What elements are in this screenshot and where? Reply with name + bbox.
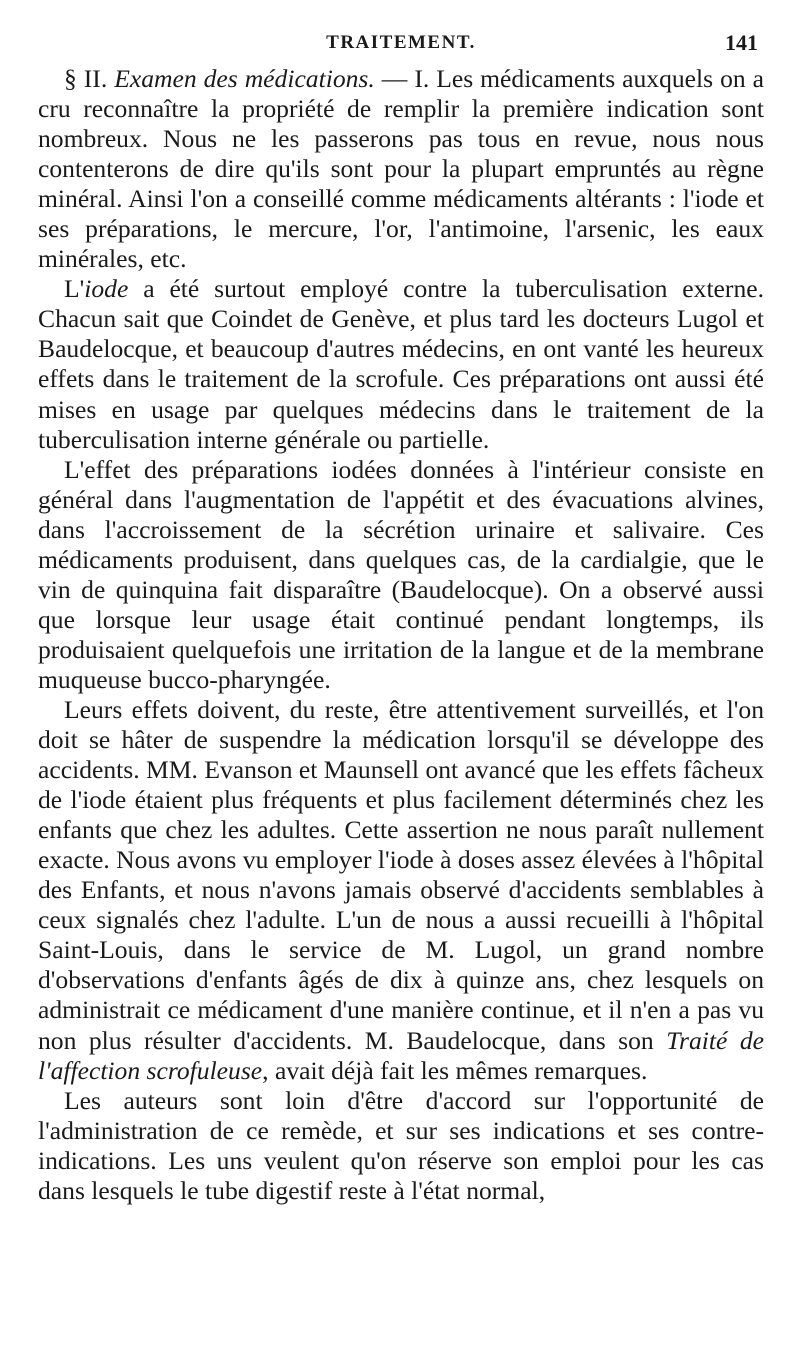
paragraph-iode bbox=[38, 274, 764, 454]
paragraph-surveillance bbox=[38, 695, 764, 1086]
paragraph-auteurs bbox=[38, 1086, 764, 1206]
term-iode: iode bbox=[84, 274, 129, 304]
page-number: 141 bbox=[725, 30, 758, 55]
book-title: Traité de l'affection scrofuleuse bbox=[38, 1025, 764, 1085]
running-title: TRAITEMENT. bbox=[326, 32, 476, 53]
paragraph-text: , avait déjà fait les mêmes remarques. bbox=[262, 1055, 648, 1085]
running-head bbox=[38, 30, 764, 62]
section-title: Examen des médications. bbox=[114, 64, 375, 93]
paragraph-text: a été surtout employé contre la tuberculisation externe. Chacun sait que Coindet de Genève, et plus tard les docteurs Lugol et Baudelocque, et beaucoup d'autres médecins, en ont vanté les heureux effets dans le traitement de la scrofule. Ces préparations ont aussi été mises en usage par quelques médecins dans le traitement de la tuberculisation interne générale ou partielle. bbox=[38, 274, 764, 454]
paragraph-text: Les auteurs sont loin d'être d'accord sur l'opportunité de l'administration de ce remède, et sur ses indications et ses contre-indications. Les uns veulent qu'on réserve son emploi pour les cas dans lesquels le tube digestif reste à l'état normal, bbox=[38, 1085, 764, 1205]
paragraph-text: Leurs effets doivent, du reste, être attentivement surveillés, et l'on doit se hâter de suspendre la médication lorsqu'il se développe des accidents. MM. Evanson et Maunsell ont avancé que les effets fâcheux de l'iode étaient plus fréquents et plus facilement déterminés chez les enfants que chez les adultes. Cette assertion ne nous paraît nullement exacte. Nous avons vu employer l'iode à doses assez élevées à l'hôpital des Enfants, et nous n'avons jamais observé d'accidents semblables à ceux signalés chez l'adulte. L'un de nous a aussi recueilli à l'hôpital Saint-Louis, dans le service de M. Lugol, un grand nombre d'observations d'enfants âgés de dix à quinze ans, chez lesquels on administrait ce médicament d'une manière continue, et il n'en a pas vu non plus résulter d'accidents. M. Baudelocque, dans son bbox=[38, 694, 764, 1055]
body-text bbox=[38, 64, 764, 1206]
paragraph-lead: L' bbox=[64, 274, 85, 304]
paragraph-text: — I. Les médicaments auxquels on a cru reconnaître la propriété de remplir la première indication sont nombreux. Nous ne les passerons pas tous en revue, nous nous contenterons de dire qu'ils sont pour la plupart empruntés au règne minéral. Ainsi l'on a conseillé comme médicaments altérants : l'iode et ses préparations, le mercure, l'or, l'antimoine, l'arsenic, les eaux minérales, etc. bbox=[38, 64, 765, 274]
section-label: § II. bbox=[64, 64, 108, 93]
paragraph-section-intro bbox=[38, 64, 764, 274]
paragraph-text: L'effet des préparations iodées données à l'intérieur consiste en général dans l'augmentation de l'appétit et des évacuations alvines, dans l'accroissement de la sécrétion urinaire et salivaire. Ces médicaments produisent, dans quelques cas, de la cardialgie, que le vin de quinquina fait disparaître (Baudelocque). On a observé aussi que lorsque leur usage était continué pendant longtemps, ils produisaient quelquefois une irritation de la langue et de la membrane muqueuse bucco-pharyngée. bbox=[38, 454, 764, 694]
paragraph-effets bbox=[38, 455, 764, 695]
